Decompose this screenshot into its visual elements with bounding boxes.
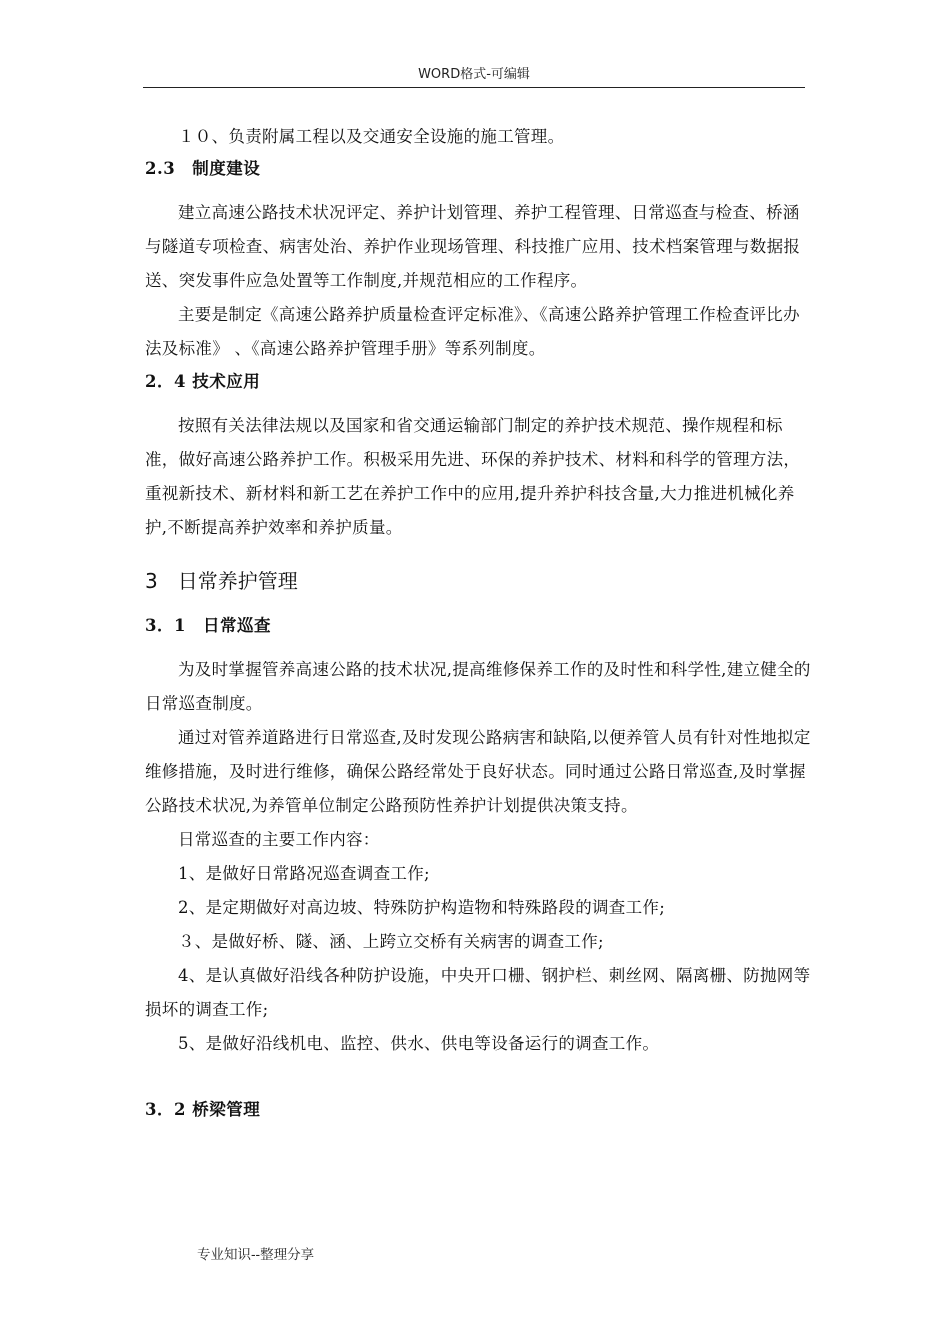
- section-2-3-title: 2.3 制度建设: [145, 159, 261, 178]
- section-3-2-title: 3．2 桥梁管理: [145, 1100, 261, 1119]
- document-body: [145, 120, 813, 1127]
- section-3-title: 3 日常养护管理: [145, 569, 298, 593]
- footer-text: 专业知识--整理分享: [197, 1247, 315, 1263]
- section-3-1-paragraph-2: 通过对管养道路进行日常巡查,及时发现公路病害和缺陷,以便养管人员有针对性地拟定维修措施，及时进行维修，确保公路经常处于良好状态。同时通过公路日常巡查,及时掌握公路技术状况,为养管单位制定公路预防性养护计划提供决策支持。: [145, 728, 811, 815]
- section-2-3-paragraph-2: 主要是制定《高速公路养护质量检查评定标准》、《高速公路养护管理工作检查评比办法及标准》 、《高速公路养护管理手册》等系列制度。: [145, 305, 800, 358]
- section-3-1-title: 3．1 日常巡查: [145, 616, 271, 635]
- page-footer: [197, 1243, 314, 1263]
- page-header: [143, 66, 805, 88]
- section-2-4-paragraph-1: 按照有关法律法规以及国家和省交通运输部门制定的养护技术规范、操作规程和标准，做好高速公路养护工作。积极采用先进、环保的养护技术、材料和科学的管理方法，重视新技术、新材料和新工艺在养护工作中的应用,提升养护科技含量,大力推进机械化养护,不断提高养护效率和养护质量。: [145, 416, 801, 537]
- section-2-4-title: 2．4 技术应用: [145, 372, 261, 391]
- list-item: 5、是做好沿线机电、监控、供水、供电等设备运行的调查工作。: [178, 1034, 660, 1053]
- header-text: WORD格式-可编辑: [418, 67, 530, 82]
- section-3-1-paragraph-3: 日常巡查的主要工作内容：: [178, 830, 380, 849]
- list-item: ３、是做好桥、隧、涵、上跨立交桥有关病害的调查工作;: [178, 932, 604, 951]
- item-10: １０、负责附属工程以及交通安全设施的施工管理。: [178, 127, 565, 146]
- list-item: 1、是做好日常路况巡查调查工作;: [178, 864, 430, 883]
- list-item: 4、是认真做好沿线各种防护设施，中央开口栅、钢护栏、刺丝网、隔离栅、防抛网等损坏的调查工作;: [145, 966, 811, 1019]
- section-3-1-paragraph-1: 为及时掌握管养高速公路的技术状况,提高维修保养工作的及时性和科学性,建立健全的日常巡查制度。: [145, 660, 811, 713]
- section-2-3-paragraph-1: 建立高速公路技术状况评定、养护计划管理、养护工程管理、日常巡查与检查、桥涵与隧道专项检查、病害处治、养护作业现场管理、科技推广应用、技术档案管理与数据报送、突发事件应急处置等工作制度,并规范相应的工作程序。: [145, 203, 801, 290]
- list-item: 2、是定期做好对高边坡、特殊防护构造物和特殊路段的调查工作;: [178, 898, 666, 917]
